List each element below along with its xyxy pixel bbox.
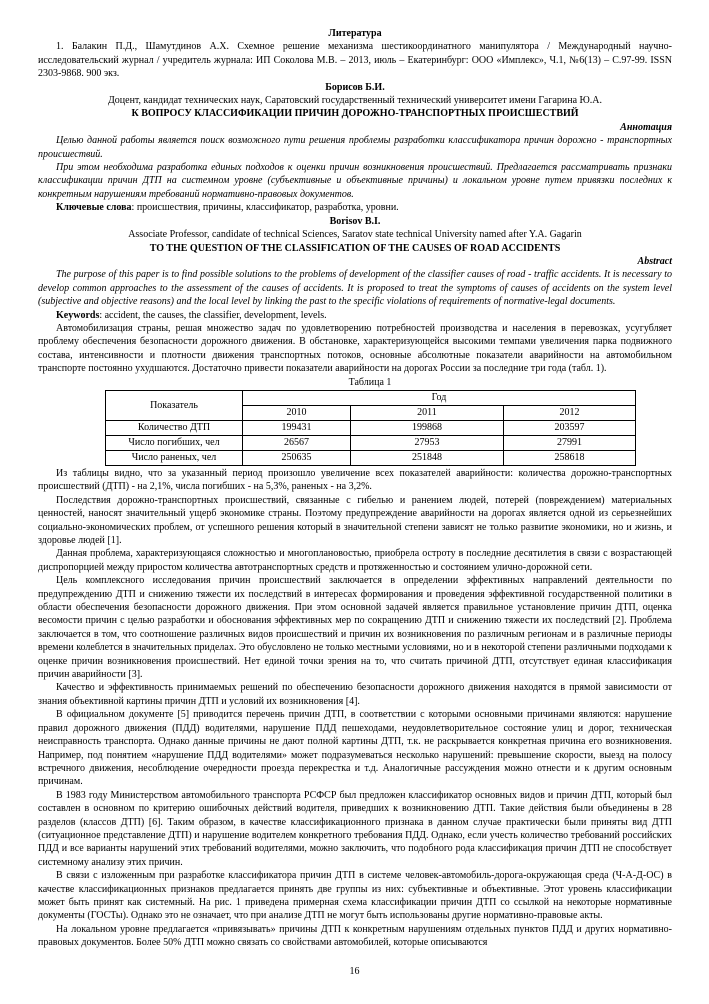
table-row bbox=[106, 435, 636, 450]
article-title-en: TO THE QUESTION OF THE CLASSIFICATION OF THE CAUSES OF ROAD ACCIDENTS bbox=[149, 242, 561, 254]
page-number: 16 bbox=[349, 965, 360, 977]
row-label: Число погибших, чел bbox=[106, 435, 243, 450]
table-header-indicator: Показатель bbox=[106, 390, 243, 420]
abstract-ru-paragraph: При этом необходима разработка единых подходов к оценки причин возникновения происшествий. Предлагается рассматривать признаки классификации причин ДТП на системном уровне (субъективные и объективные причины) и локальном уровне путем привязки последних к конкретным нарушениям требований нормативно-правовых документов. bbox=[38, 162, 672, 200]
body-paragraph: В официальном документе [5] приводится перечень причин ДТП, в соответствии с которыми основными причинами являются: нарушение правил дорожного движения (ПДД) водителями, нарушение ПДД пешеходами, неудовлетворительное состояние улиц и дорог, техническая неисправность транспорта. Однако данные причины не дают полной картины ДТП, т.к. не раскрывается конкретная причина его возникновения. Например, под понятием «нарушение ПДД водителями» может подразумеваться несколько нарушений: превышение скорости, выезд на полосу встречного движения, несоблюдение очередности проезда перекрестка и т.д. Аналогичные рассуждения можно отнести и к другим основным причинам. bbox=[38, 709, 672, 788]
abstract-en-paragraph: The purpose of this paper is to find possible solutions to the problems of development of the classifier causes of road - traffic accidents. It is necessary to develop common approaches to the assessment of the causes of accidents. It is proposed to treat the symptoms of causes of accidents on the system level (subjective and objective reasons) and the local level by linking the past to the specific violations of requirements of normative-legal documents. bbox=[38, 269, 672, 308]
table-cell: 199868 bbox=[351, 420, 504, 435]
table-row bbox=[106, 420, 636, 435]
annotation-label-ru: Аннотация bbox=[620, 121, 672, 133]
table-cell: 199431 bbox=[243, 420, 351, 435]
table-header-2010: 2010 bbox=[243, 405, 351, 420]
table-header-2012: 2012 bbox=[504, 405, 636, 420]
reference-item: 1. Балакин П.Д., Шамутдинов А.Х. Схемное решение механизма шестикоординатного манипулятора / Международный научно-исследовательский журнал / учредитель журнала: ИП Соколова М.В. – 2013, июль – Екатеринбург: ООО «Имплекс», Ч.1, №6(13) – С.97-99. ISSN 2303-9868. 900 экз. bbox=[38, 41, 672, 80]
table-cell: 203597 bbox=[504, 420, 636, 435]
table-row bbox=[106, 450, 636, 465]
row-label: Число раненых, чел bbox=[106, 450, 243, 465]
keywords-ru-label: Ключевые слова bbox=[56, 202, 132, 214]
abstract-ru-paragraph: Целью данной работы является поиск возможного пути решения проблемы разработки классификатора причин дорожно - транспортных происшествий. bbox=[38, 135, 672, 160]
accident-statistics-table bbox=[105, 390, 636, 466]
body-paragraph: В связи с изложенным при разработке классификатора причин ДТП в системе человек-автомобиль-дорога-окружающая среда (Ч-А-Д-ОС) в качестве классификационных признаков предлагается принять две группы из них: субъективные и объективные. Этот уровень классификации может быть принят как системный. На рис. 1 приведена примерная схема классификации причин ДТП со ссылкой на некоторые нормативные документы (ГОСТы). Однако это не означает, что при анализе ДТП не могут быть использованы другие нормативно-правовые акты. bbox=[38, 870, 672, 922]
author-affiliation-en: Associate Professor, candidate of technical Sciences, Saratov state technical University named after Y.A. Gagarin bbox=[128, 229, 582, 241]
literature-heading: Литература bbox=[328, 28, 382, 39]
table-cell: 27991 bbox=[504, 435, 636, 450]
body-paragraph: Из таблицы видно, что за указанный период произошло увеличение всех показателей аварийности: количества дорожно-транспортных происшествий (ДТП) - на 2,1%, числа погибших - на 5,3%, раненых - на 3,2%. bbox=[38, 467, 672, 493]
keywords-en-text: : accident, the causes, the classifier, development, levels. bbox=[99, 309, 327, 321]
body-paragraph: Цель комплексного исследования причин происшествий заключается в определении эффективных направлений деятельности по предупреждению ДТП и снижению тяжести их последствий в интересах формирования и проведения эффективной государственной политики в области обеспечения безопасности дорожного движения. При этом основной задачей является правильное установление причин ДТП, оценка весомости причин с целью разработки и обоснования эффективных мер по сокращению ДТП и снижению тяжести их последствий [2]. Проблема заключается в том, что соотношение различных видов происшествий и причин их возникновения по различным регионам и в различные периоды времени колеблется в значительных приделах. Это обусловлено не только местными условиями, но и в некоторой степени различными подходами к оценке причин возникновения происшествий. Нет единой точки зрения на то, что считать причиной ДТП, отсутствует единая классификация причин аварийности [3]. bbox=[38, 575, 672, 681]
table-header-year: Год bbox=[243, 390, 636, 405]
body-paragraph: Данная проблема, характеризующаяся сложностью и многоплановостью, приобрела остроту в последние десятилетия в связи с возрастающей диспропорцией между приростом количества автотранспортных средств и протяженностью и состоянием улично-дорожной сети. bbox=[38, 548, 672, 573]
table-cell: 26567 bbox=[243, 435, 351, 450]
author-name-ru: Борисов Б.И. bbox=[325, 81, 385, 93]
body-paragraph: Последствия дорожно-транспортных происшествий, связанные с гибелью и ранением людей, потерей (повреждением) материальных ценностей, наносят значительный ущерб экономике страны. Поэтому предупреждение аварийности на дорогах является одной из серьезнейших социально-экономических проблем, от успешного решения который в значительной степени зависят не только развитие экономики, но и жизнь, и здоровье людей [1]. bbox=[38, 494, 672, 546]
keywords-ru-text: : происшествия, причины, классификатор, разработка, уровни. bbox=[131, 202, 399, 214]
body-paragraph: На локальном уровне предлагается «привязывать» причины ДТП к конкретным нарушениям отдельных пунктов ПДД и других нормативно-правовых документов. Более 50% ДТП можно связать со свойствами автомобилей, которые описываются bbox=[38, 923, 672, 949]
body-paragraph: В 1983 году Министерством автомобильного транспорта РСФСР был предложен классификатор основных видов и причин ДТП, который был составлен в основном по критерию ошибочных действий водителя, приведших к возникновению ДТП. Такие действия были объединены в 28 разделов (классов ДТП) [6]. Таким образом, в качестве классификационного признака в данном случае практически были приняты вид ДТП (ситуационное представление ДТП) и нарушение водителем конкретного требования ПДД. Однако, если учесть количество требований российских ПДД и все варианты нарушений этих требований водителями, можно заключить, что подобного рода классификация причин ДТП не способствует системному анализу этих причин. bbox=[38, 789, 672, 868]
row-label: Количество ДТП bbox=[106, 420, 243, 435]
table-cell: 27953 bbox=[351, 435, 504, 450]
keywords-ru bbox=[38, 201, 672, 214]
table-header-2011: 2011 bbox=[351, 405, 504, 420]
author-affiliation-ru: Доцент, кандидат технических наук, Саратовский государственный технический университет имени Гагарина Ю.А. bbox=[107, 95, 603, 107]
table-cell: 251848 bbox=[351, 450, 504, 465]
keywords-en bbox=[38, 309, 672, 322]
author-name-en: Borisov B.I. bbox=[329, 215, 381, 227]
keywords-en-label: Keywords bbox=[56, 309, 100, 321]
article-title-ru: К ВОПРОСУ КЛАССИФИКАЦИИ ПРИЧИН ДОРОЖНО-ТРАНСПОРТНЫХ ПРОИСШЕСТВИЙ bbox=[131, 108, 579, 120]
table-caption: Таблица 1 bbox=[348, 376, 392, 388]
table-cell: 250635 bbox=[243, 450, 351, 465]
abstract-label-en: Abstract bbox=[637, 255, 672, 267]
table-cell: 258618 bbox=[504, 450, 636, 465]
body-paragraph: Автомобилизация страны, решая множество задач по удовлетворению потребностей производства и населения в перевозках, усугубляет проблему обеспечения безопасности дорожного движения. В обстановке, характеризующейся высокими темпами увеличения парка подвижного состава, интенсивности и плотности движения транспортных потоков, основные абсолютные показатели аварийности на автомобильном транспорте постоянно ухудшаются. Достаточно привести показатели аварийности на дорогах России за последние три года (табл. 1). bbox=[38, 322, 672, 375]
body-paragraph: Качество и эффективность принимаемых решений по обеспечению безопасности дорожного движения находятся в прямой зависимости от знания объективной картины причин ДТП и условий их возникновения [4]. bbox=[38, 682, 672, 707]
